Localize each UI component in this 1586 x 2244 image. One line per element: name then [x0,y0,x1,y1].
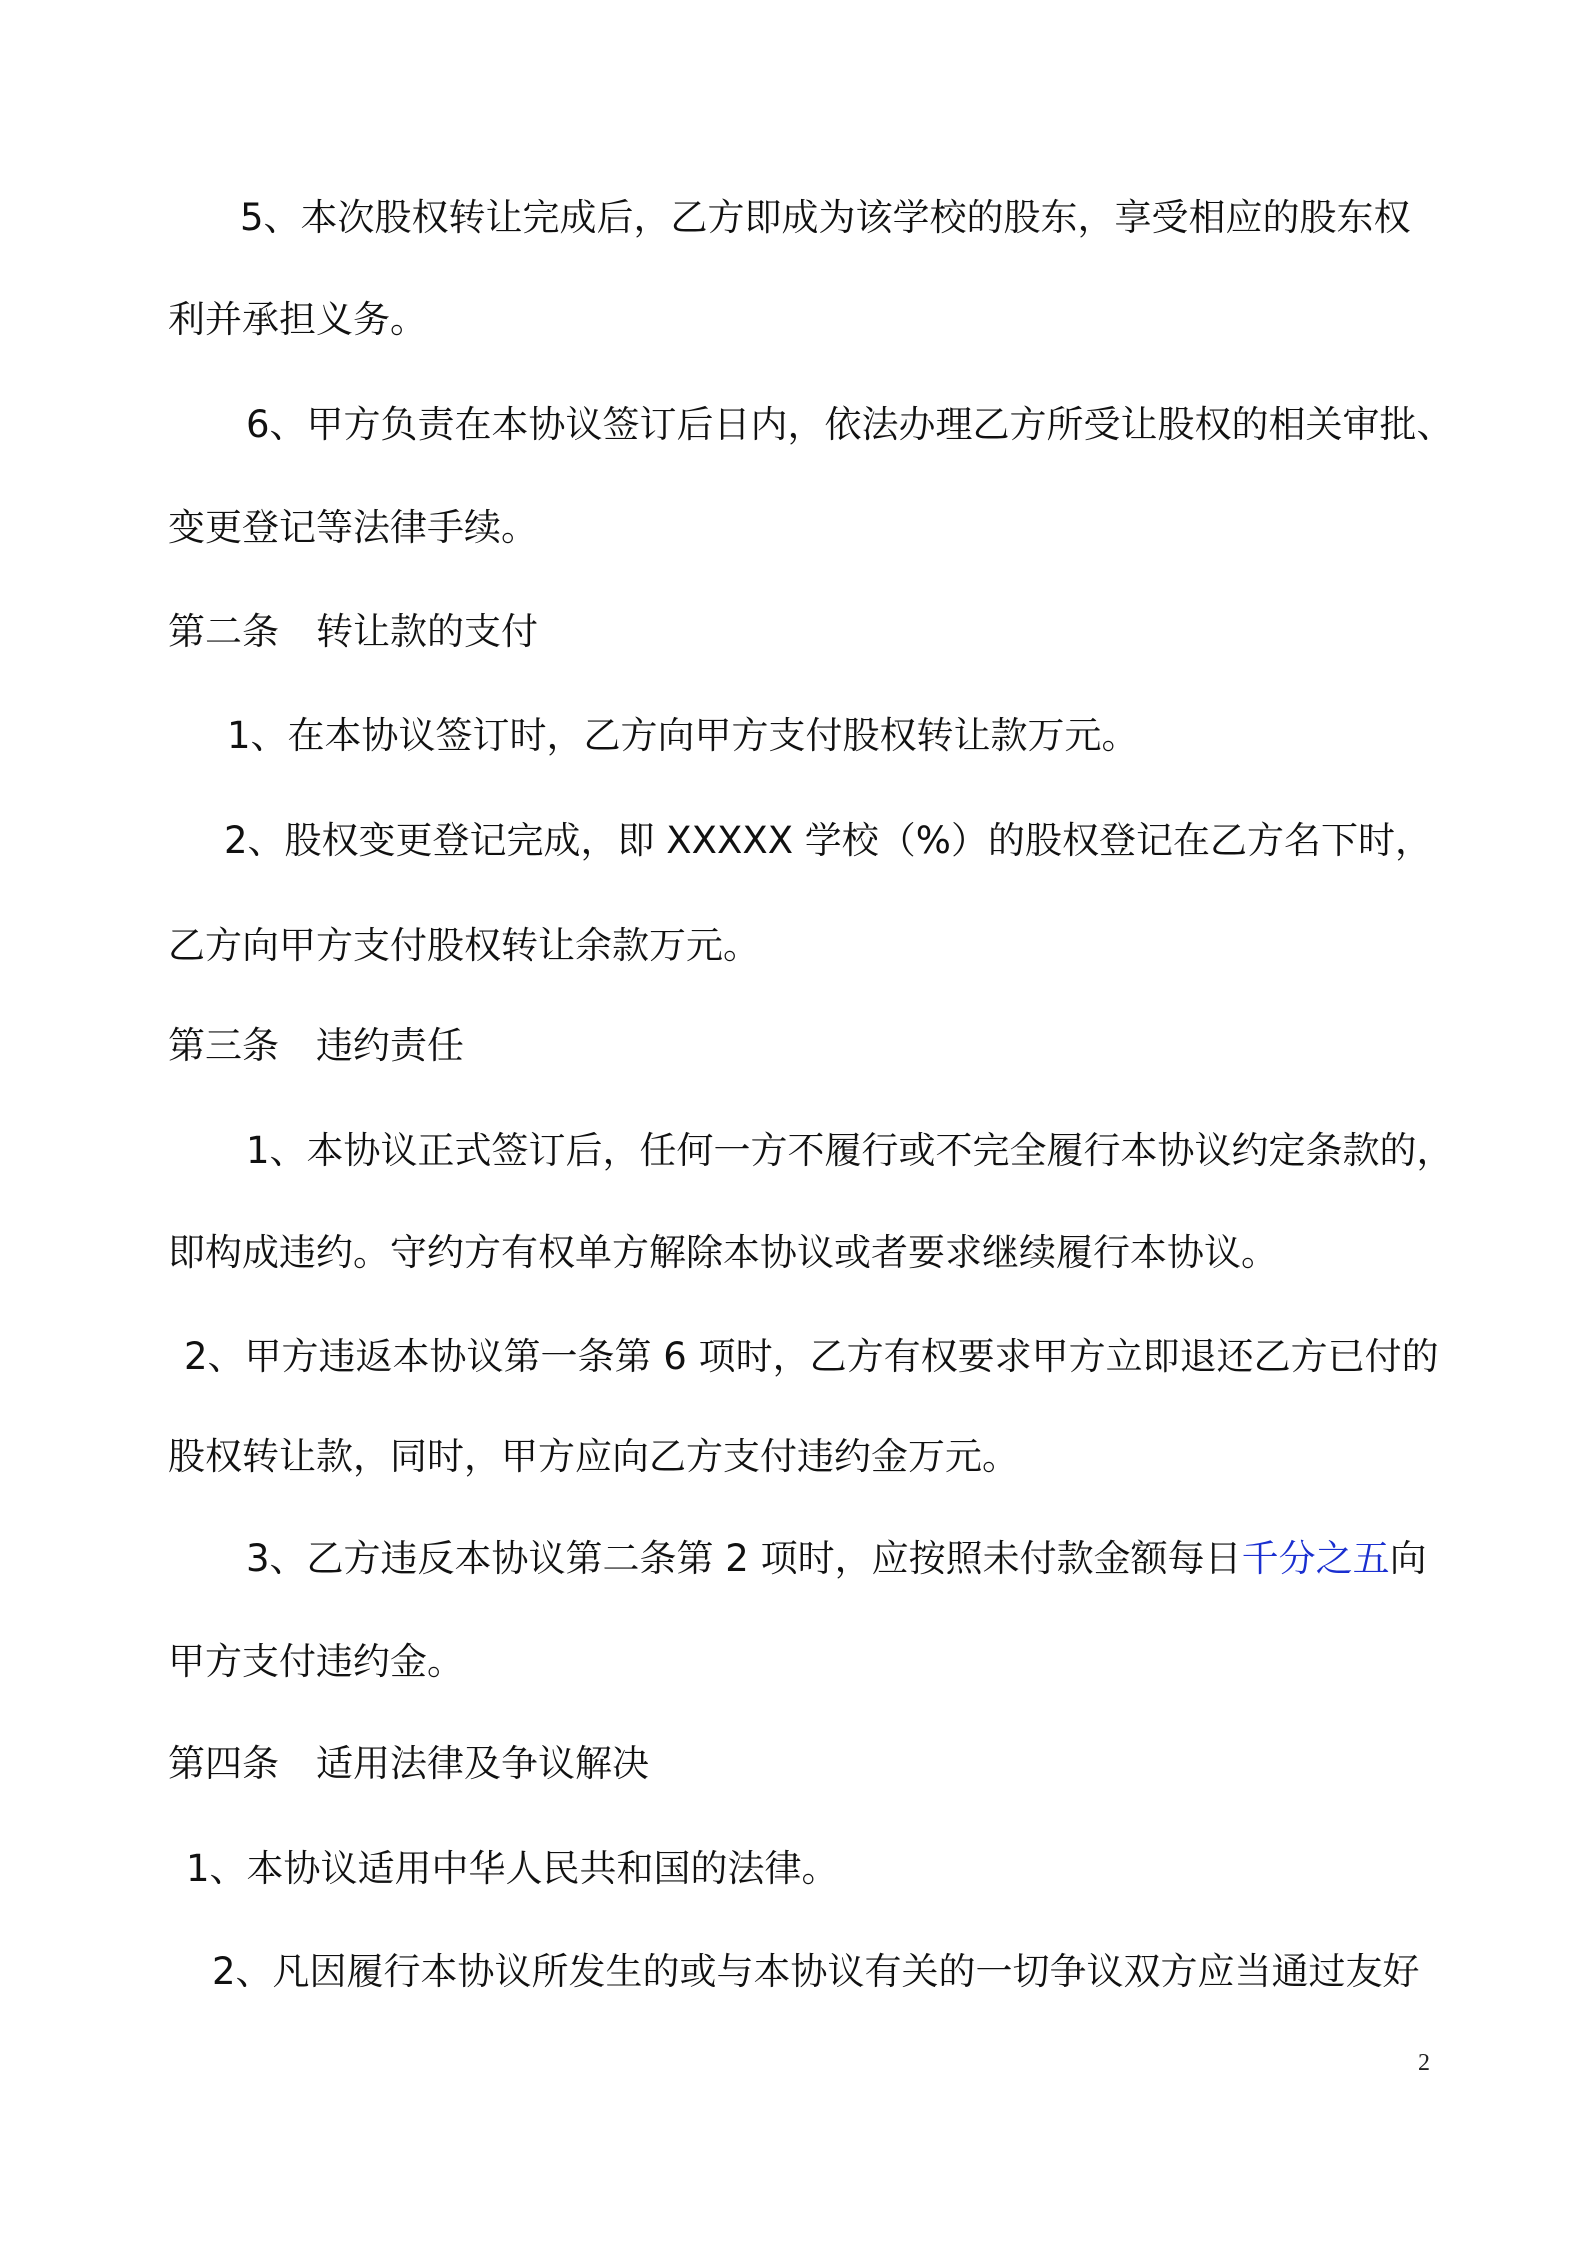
clause-2-1-line-1: 1、在本协议签订时，乙方向甲方支付股权转让款万元。 [227,714,1139,757]
clause-2-2-line-1: 2、股权变更登记完成，即 XXXXX 学校（%）的股权登记在乙方名下时， [224,819,1432,862]
article-4-heading: 第四条 适用法律及争议解决 [168,1742,649,1785]
clause-3-2-line-2: 股权转让款，同时，甲方应向乙方支付违约金万元。 [168,1435,1019,1478]
clause-3-3-text-end: 向 [1389,1537,1427,1580]
clause-3-1-line-2: 即构成违约。守约方有权单方解除本协议或者要求继续履行本协议。 [168,1231,1278,1274]
clause-1-5-line-2: 利并承担义务。 [168,298,427,341]
clause-1-5-line-1: 5、本次股权转让完成后，乙方即成为该学校的股东，享受相应的股东权 [240,196,1411,239]
clause-3-2-line-1: 2、甲方违返本协议第一条第 6 项时，乙方有权要求甲方立即退还乙方已付的 [184,1335,1439,1378]
clause-4-2-line-1: 2、凡因履行本协议所发生的或与本协议有关的一切争议双方应当通过友好 [212,1950,1420,1993]
clause-1-6-line-1: 6、甲方负责在本协议签订后日内，依法办理乙方所受让股权的相关审批、 [246,403,1454,446]
clause-4-1-line-1: 1、本协议适用中华人民共和国的法律。 [186,1847,839,1890]
article-3-heading: 第三条 违约责任 [168,1024,464,1067]
clause-2-2-line-2: 乙方向甲方支付股权转让余款万元。 [168,924,760,967]
article-2-heading: 第二条 转让款的支付 [168,610,538,653]
clause-3-1-line-1: 1、本协议正式签订后，任何一方不履行或不完全履行本协议约定条款的， [246,1129,1454,1172]
five-per-mille-link[interactable]: 千分之五 [1241,1537,1390,1580]
clause-3-3-line-1 [246,1533,1546,1585]
clause-1-6-line-2: 变更登记等法律手续。 [168,506,538,549]
clause-3-3-line-2: 甲方支付违约金。 [168,1640,464,1683]
page-number: 2 [1418,2050,1430,2076]
clause-3-3-text-start: 3、乙方违反本协议第二条第 2 项时，应按照未付款金额每日 [246,1537,1242,1580]
